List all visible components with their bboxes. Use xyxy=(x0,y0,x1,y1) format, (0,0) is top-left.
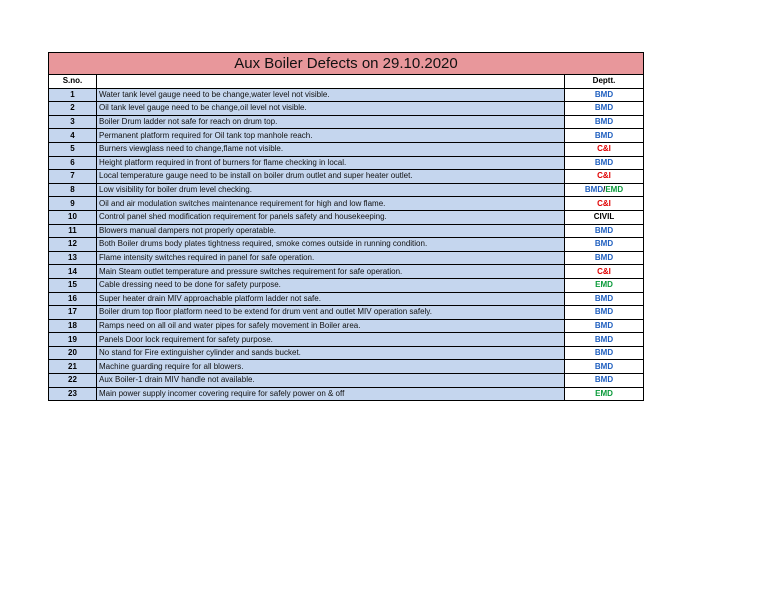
sheet-title: Aux Boiler Defects on 29.10.2020 xyxy=(49,53,644,75)
row-department xyxy=(565,183,644,197)
row-department xyxy=(565,292,644,306)
table-row xyxy=(49,374,644,388)
row-sno: 21 xyxy=(49,360,97,374)
row-sno: 16 xyxy=(49,292,97,306)
table-row xyxy=(49,224,644,238)
department-label: BMD xyxy=(594,307,614,317)
table-row xyxy=(49,251,644,265)
row-sno: 6 xyxy=(49,156,97,170)
row-description: Burners viewglass need to change,flame not visible. xyxy=(97,142,565,156)
row-description: Local temperature gauge need to be install on boiler drum outlet and super heater outlet. xyxy=(97,170,565,184)
department-label: / xyxy=(603,185,606,195)
table-row xyxy=(49,102,644,116)
row-description: Boiler Drum ladder not safe for reach on drum top. xyxy=(97,115,565,129)
row-department xyxy=(565,265,644,279)
row-department xyxy=(565,102,644,116)
row-department xyxy=(565,210,644,224)
department-label: BMD xyxy=(594,89,614,99)
table-row xyxy=(49,183,644,197)
row-sno: 1 xyxy=(49,88,97,102)
row-sno: 3 xyxy=(49,115,97,129)
department-label: BMD xyxy=(594,253,614,263)
department-label: BMD xyxy=(594,361,614,371)
department-label: C&I xyxy=(597,171,611,181)
table-row xyxy=(49,346,644,360)
row-description: Panels Door lock requirement for safety purpose. xyxy=(97,333,565,347)
row-sno: 7 xyxy=(49,170,97,184)
row-department xyxy=(565,88,644,102)
department-label: BMD xyxy=(594,320,614,330)
row-department xyxy=(565,360,644,374)
row-department xyxy=(565,251,644,265)
row-sno: 2 xyxy=(49,102,97,116)
row-description: Aux Boiler-1 drain MIV handle not available. xyxy=(97,374,565,388)
row-department xyxy=(565,142,644,156)
row-description: Blowers manual dampers not properly operatable. xyxy=(97,224,565,238)
row-department xyxy=(565,306,644,320)
row-department xyxy=(565,333,644,347)
department-label: BMD xyxy=(594,375,614,385)
table-row xyxy=(49,306,644,320)
table-row xyxy=(49,170,644,184)
department-label: C&I xyxy=(597,198,611,208)
row-description: Main power supply incomer covering require for safely power on & off xyxy=(97,387,565,401)
defects-table xyxy=(48,52,644,401)
row-sno: 10 xyxy=(49,210,97,224)
department-label: C&I xyxy=(597,266,611,276)
department-label: BMD xyxy=(594,103,614,113)
row-sno: 9 xyxy=(49,197,97,211)
row-description: Control panel shed modification requirement for panels safety and housekeeping. xyxy=(97,210,565,224)
row-department xyxy=(565,129,644,143)
row-sno: 15 xyxy=(49,278,97,292)
header-sno: S.no. xyxy=(49,75,97,89)
table-row xyxy=(49,238,644,252)
header-description xyxy=(97,75,565,89)
row-department xyxy=(565,156,644,170)
department-label: CIVIL xyxy=(593,212,615,222)
row-department xyxy=(565,319,644,333)
row-sno: 23 xyxy=(49,387,97,401)
table-row xyxy=(49,333,644,347)
row-description: Machine guarding require for all blowers. xyxy=(97,360,565,374)
row-department xyxy=(565,197,644,211)
row-sno: 20 xyxy=(49,346,97,360)
row-department xyxy=(565,374,644,388)
table-row xyxy=(49,360,644,374)
table-row xyxy=(49,88,644,102)
table-row xyxy=(49,278,644,292)
table-row xyxy=(49,319,644,333)
row-sno: 12 xyxy=(49,238,97,252)
table-row xyxy=(49,115,644,129)
department-label: BMD xyxy=(584,185,604,195)
department-label: C&I xyxy=(597,144,611,154)
table-row xyxy=(49,387,644,401)
row-description: Height platform required in front of burners for flame checking in local. xyxy=(97,156,565,170)
row-description: Both Boiler drums body plates tightness required, smoke comes outside in running condition. xyxy=(97,238,565,252)
department-label: BMD xyxy=(594,239,614,249)
row-description: Cable dressing need to be done for safety purpose. xyxy=(97,278,565,292)
row-department xyxy=(565,115,644,129)
table-row xyxy=(49,265,644,279)
department-label: BMD xyxy=(594,225,614,235)
department-label: BMD xyxy=(594,157,614,167)
defects-table-body xyxy=(49,53,644,401)
row-description: Low visibility for boiler drum level checking. xyxy=(97,183,565,197)
row-sno: 17 xyxy=(49,306,97,320)
row-sno: 18 xyxy=(49,319,97,333)
table-row xyxy=(49,129,644,143)
row-description: Oil tank level gauge need to be change,oil level not visible. xyxy=(97,102,565,116)
title-row xyxy=(49,53,644,75)
header-department: Deptt. xyxy=(565,75,644,89)
row-department xyxy=(565,387,644,401)
row-description: Flame intensity switches required in panel for safe operation. xyxy=(97,251,565,265)
row-sno: 22 xyxy=(49,374,97,388)
table-row xyxy=(49,292,644,306)
row-sno: 13 xyxy=(49,251,97,265)
department-label: BMD xyxy=(594,293,614,303)
row-sno: 14 xyxy=(49,265,97,279)
department-label: BMD xyxy=(594,130,614,140)
row-description: Super heater drain MIV approachable platform ladder not safe. xyxy=(97,292,565,306)
row-description: Boiler drum top floor platform need to be extend for drum vent and outlet MIV operation safely. xyxy=(97,306,565,320)
row-description: Main Steam outlet temperature and pressure switches requirement for safe operation. xyxy=(97,265,565,279)
row-department xyxy=(565,278,644,292)
department-label: EMD xyxy=(595,388,613,398)
row-sno: 5 xyxy=(49,142,97,156)
row-sno: 8 xyxy=(49,183,97,197)
department-label: EMD xyxy=(595,280,613,290)
department-label: BMD xyxy=(594,348,614,358)
row-department xyxy=(565,238,644,252)
row-description: Permanent platform required for Oil tank top manhole reach. xyxy=(97,129,565,143)
row-department xyxy=(565,346,644,360)
row-department xyxy=(565,224,644,238)
table-row xyxy=(49,142,644,156)
department-label: BMD xyxy=(594,334,614,344)
department-label: BMD xyxy=(594,117,614,127)
table-row xyxy=(49,156,644,170)
row-description: No stand for Fire extinguisher cylinder and sands bucket. xyxy=(97,346,565,360)
row-sno: 4 xyxy=(49,129,97,143)
row-description: Water tank level gauge need to be change,water level not visible. xyxy=(97,88,565,102)
table-row xyxy=(49,210,644,224)
department-label: EMD xyxy=(605,185,624,195)
row-sno: 19 xyxy=(49,333,97,347)
row-description: Ramps need on all oil and water pipes for safely movement in Boiler area. xyxy=(97,319,565,333)
row-description: Oil and air modulation switches maintenance requirement for high and low flame. xyxy=(97,197,565,211)
table-row xyxy=(49,197,644,211)
row-sno: 11 xyxy=(49,224,97,238)
row-department xyxy=(565,170,644,184)
header-row xyxy=(49,75,644,89)
